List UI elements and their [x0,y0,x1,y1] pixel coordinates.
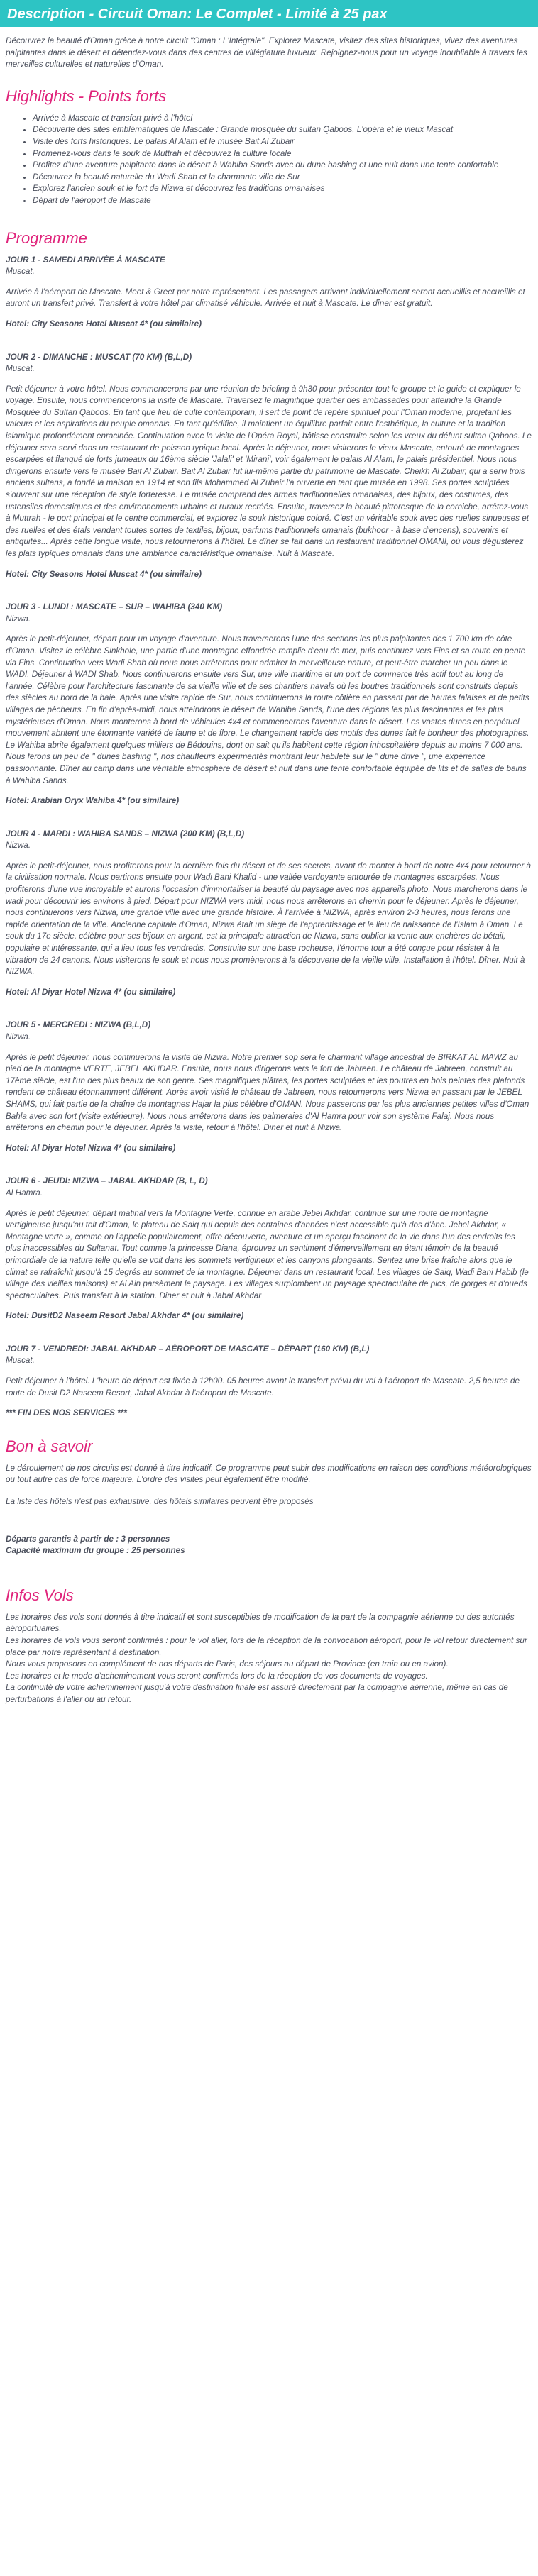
day-location: Muscat. [6,267,35,277]
highlight-item: • Découverte des sites emblématiques de Mascate : Grande mosquée du sultan Qaboos, L'opéra et le vieux Mascat [33,124,532,136]
highlight-item: • Explorez l'ancien souk et le fort de Nizwa et découvrez les traditions omanaises [33,183,532,195]
day-title: JOUR 7 - VENDREDI: JABAL AKHDAR – AÉROPORT DE MASCATE – DÉPART (160 KM) (B,L) [6,1344,370,1354]
programme-heading: Programme [6,228,87,247]
hotel-list-note: La liste des hôtels n'est pas exhaustive, des hôtels similaires peuvent être proposés [6,1497,314,1507]
infos-vols-line: Les horaires des vols sont donnés à titre indicatif et sont susceptibles de modification de la part de la compagnie aérienne ou des autorités aéroportuaires. [6,1612,515,1634]
infos-vols-line: La continuité de votre acheminement jusqu'à votre destination finale est assuré directement par la compagnie aérienne, même en cas de perturbations à l'aller ou au retour. [6,1683,508,1704]
day-title: JOUR 4 - MARDI : WAHIBA SANDS – NIZWA (200 KM) (B,L,D) [6,829,245,839]
infos-vols-line: Les horaires et le mode d'acheminement vous seront confirmés lors de la réception de vos documents de voyages. [6,1671,428,1681]
day-title: JOUR 3 - LUNDI : MASCATE – SUR – WAHIBA (340 KM) [6,602,223,612]
day-hotel: Hotel: City Seasons Hotel Muscat 4* (ou similaire) [6,319,202,328]
day-title: JOUR 1 - SAMEDI ARRIVÉE À MASCATE [6,255,165,265]
capacite-maximum: Capacité maximum du groupe : 25 personnes [6,1546,185,1556]
day-2 [6,352,532,581]
day-7 [6,1344,532,1399]
day-3 [6,602,532,807]
bon-a-savoir-heading: Bon à savoir [6,1437,93,1455]
highlight-item: • Arrivée à Mascate et transfert privé à l'hôtel [33,113,532,125]
day-title: JOUR 6 - JEUDI: NIZWA – JABAL AKHDAR (B, L, D) [6,1176,208,1186]
highlight-item: • Visite des forts historiques. Le palais Al Alam et le musée Bait Al Zubair [33,136,532,148]
day-title: JOUR 5 - MERCREDI : NIZWA (B,L,D) [6,1020,151,1030]
day-6 [6,1176,532,1322]
day-description: Arrivée à l'aéroport de Mascate. Meet & Greet par notre représentant. Les passagers arrivant individuellement seront accueillis et accueillis et auront un transfert privé. Transfert à votre hôtel par climatisé véhicule. Arrivée et nuit à Mascate. Le dîner est gratuit. [6,287,525,309]
bon-a-savoir-text: Le déroulement de nos circuits est donné à titre indicatif. Ce programme peut subir des modifications en raison des conditions météorologiques ou tout autre cas de force majeure. L'ordre des visites peut également être modifié. [6,1463,532,1485]
day-5 [6,1019,532,1154]
infos-vols-heading: Infos Vols [6,1586,74,1604]
highlight-item: • Profitez d'une aventure palpitante dans le désert à Wahiba Sands avec du dune bashing et une nuit dans une tente confortable [33,160,532,172]
highlight-item: • Promenez-vous dans le souk de Muttrah et découvrez la culture locale [33,148,532,160]
day-hotel: Hotel: Arabian Oryx Wahiba 4* (ou similaire) [6,796,180,806]
intro-text: Découvrez la beauté d'Oman grâce à notre circuit "Oman : L'Intégrale". Explorez Mascate, visitez des sites historiques, vivez des aventures palpitantes dans le désert et détendez-vous dans des centres de villégiature luxueux. Rejoignez-nous pour un voyage inoubliable à travers les merveilles culturelles et naturelles d'Oman. [6,36,527,70]
day-location: Al Hamra. [6,1188,43,1198]
highlights-heading: Highlights - Points forts [6,87,167,105]
day-description: Après le petit déjeuner, nous continuerons la visite de Nizwa. Notre premier sop sera le charmant village ancestral de BIRKAT AL MAWZ au pied de la montagne VERTE, JEBEL AKHDAR. Ensuite, nous nous dirigerons vers le fort de Jabreen. Le château de Jabreen, construit au 17ème siècle, est l'un des plus beaux de son genre. Ses magnifiques plâtres, les portes sculptées et les poutres en bois peintes des plafonds rendent ce château étonnamment différent. Après avoir visité le château de Jabreen, nous retournerons vers Nizwa en passant par le JEBEL SHAMS, qui fait partie de la chaîne de montagnes Hajar la plus célèbre d'OMAN. Nous passerons par les plus anciennes petites villes d'Oman Bahla avec son fort (visite extérieure). Nous nous arrêterons dans les palmeraies d'Al Hamra pour voir son système Falaj. Nous nous arrêterons en chemin pour le déjeuner. Après la visite, retour à l'hôtel. Diner et nuit à Nizwa. [6,1052,529,1133]
day-location: Nizwa. [6,841,31,851]
day-description: Après le petit-déjeuner, nous profiterons pour la dernière fois du désert et de ses secrets, avant de monter à bord de notre 4x4 pour retourner à la civilisation normale. Nous partirons ensuite pour Wadi Bani Khalid - une vallée verdoyante entourée de montagnes escarpées. Nous profiterons d'une vue incroyable et aurons l'occasion d'immortaliser la beauté du paysage avec nos appareils photo. Nous marcherons dans le wadi pour découvrir les environs à pied. Départ pour NIZWA vers midi, nous nous arrêterons en chemin pour le déjeuner. Après le déjeuner, nous continuerons vers Nizwa, une grande ville avec une grande histoire. À l'arrivée à NIZWA, après environ 2-3 heures, nous ferons une rapide orientation de la ville. Ancienne capitale d'Oman, Nizwa était un siège de l'apprentissage et le lieu de naissance de l'Islam à Oman. Le souk du 17e siècle, célèbre pour ses bijoux en argent, est la principale attraction de Nizwa, sans oublier la vente aux enchères de bétail, populaire et intéressante, qui a lieu tous les vendredis. Construite sur une base rocheuse, l'énorme tour a été conçue pour résister à la vibration de 24 canons. Nous visiterons le souk et nous nous promènerons à la découverte de la vieille ville. Installation à l'hôtel. Dîner. Nuit à NIZWA. [6,861,531,977]
page-title: Description - Circuit Oman: Le Complet - Limité à 25 pax [0,0,538,27]
infos-vols-line: Les horaires de vols vous seront confirmés : pour le vol aller, lors de la réception de la convocation aéroport, pour le vol retour directement sur place par notre représentant à destination. [6,1636,527,1657]
day-hotel: Hotel: Al Diyar Hotel Nizwa 4* (ou similaire) [6,1143,176,1153]
day-location: Muscat. [6,364,35,374]
highlight-item: • Découvrez la beauté naturelle du Wadi Shab et la charmante ville de Sur [33,172,532,184]
departs-garantis: Départs garantis à partir de : 3 personnes [6,1534,170,1544]
day-hotel: Hotel: City Seasons Hotel Muscat 4* (ou similaire) [6,569,202,579]
day-location: Nizwa. [6,614,31,624]
day-location: Nizwa. [6,1032,31,1041]
day-hotel: Hotel: Al Diyar Hotel Nizwa 4* (ou similaire) [6,987,176,997]
day-description: Après le petit déjeuner, départ matinal vers la Montagne Verte, connue en arabe Jebel Akhdar. continue sur une route de montagne vertigineuse jusqu'au toit d'Oman, le plateau de Saiq qui depuis des centaines d'années n'est accessible qu'à dos d'âne. Jebel Akhdar, « Montagne verte », comme on l'appelle populairement, offre découverte, aventure et un aperçu fascinant de la vie dans l'un des endroits les plus inaccessibles du Sultanat. Tout comme la princesse Diana, éprouvez un sentiment d'émerveillement en étant témoin de la beauté primordiale de la nature telle qu'elle se voit dans les sommets vertigineux et les canyons plongeants. Sentez une brise fraîche alors que le climat se rafraîchit jusqu'à 15 degrés au sommet de la montagne. Déjeuner dans un restaurant local. Les villages de Saiq, Wadi Bani Habib (le village des vieilles maisons) et Al Ain parsèment le paysage. Les villages surplombent un paysage spectaculaire de pics, de gorges et d'oueds spectaculaires. Puis transfert à la station. Diner et nuit à Jabal Akhdar [6,1208,529,1300]
day-description: Petit déjeuner à votre hôtel. Nous commencerons par une réunion de briefing à 9h30 pour présenter tout le groupe et le guide et expliquer le voyage. Ensuite, nous commencerons la visite de Mascate. Traversez le magnifique quartier des ambassades pour atteindre la Grande Mosquée du Sultan Qaboos. En tant que lieu de culte contemporain, il sert de point de repère spirituel pour l'Oman moderne, projetant les valeurs et les aspirations du peuple omanais. En tant qu'édifice, il maintient un équilibre parfait entre l'esthétique, la culture et la tradition islamique profondément enracinée. Continuation avec la visite de l'Opéra Royal, bâtisse construite selon les vœux du défunt sultan Qaboos. Le déjeuner sera servi dans un restaurant de poisson typique local. Après le déjeuner, nous visiterons le vieux Mascate, entouré de montagnes escarpées et flanqué de forts jumeaux du 16ème siècle 'Jalali' et 'Mirani', voir également le palais Al Alam, le palais présidentiel. Nous nous dirigerons ensuite vers le musée Bait Al Zubair. Bait Al Zubair fut lui-même partie du patrimoine de Mascate. Cheikh Al Zubair, qui a servi trois anciens sultans, a fondé la maison en 1914 et son fils Mohammed Al Zubair l'a ouverte en tant que musée en 1998. Ses portes sculptées s'ouvrent sur une réception de style forteresse. Le musée comprend des armes traditionnelles omanaises, des bijoux, des costumes, des ustensiles domestiques et des environnements urbains et ruraux recréés. Ensuite, traversez la beauté pittoresque de la corniche, arrêtez-vous à Muttrah - le port principal et le centre commercial, et explorez le souk historique coloré. C'est un véritable souk avec des ruelles sinueuses et des ruelles et des étals vendant toutes sortes de textiles, bijoux, parfums traditionnels omanais (bukhoor - à base d'encens), souvenirs et antiquités... Après cette longue visite, nous retournerons à l'hôtel. Le dîner se fait dans un restaurant traditionnel OMANI, où vous dégusterez les plats typiques omanais dans une ambiance caractéristique omanaise. Nuit à Mascate. [6,384,532,558]
infos-vols-line: Nous vous proposons en complément de nos départs de Paris, des séjours au départ de Province (en train ou en avion). [6,1659,449,1669]
day-4 [6,829,532,999]
day-hotel: Hotel: DusitD2 Naseem Resort Jabal Akhdar 4* (ou similaire) [6,1311,244,1321]
day-location: Muscat. [6,1356,35,1366]
day-title: JOUR 2 - DIMANCHE : MUSCAT (70 KM) (B,L,D) [6,352,192,362]
day-description: Après le petit-déjeuner, départ pour un voyage d'aventure. Nous traverserons l'une des sections les plus palpitantes des 1 700 km de côte d'Oman. Visitez le célèbre Sinkhole, une partie d'une montagne effondrée remplie d'eau de mer, puis continuez vers Fins et sa route en pente via Fins. Continuation vers Wadi Shab où nous nous arrêterons pour admirer la merveilleuse nature, et peut-être marcher un peu dans le WADI. Déjeuner à WADI Shab. Nous continuerons ensuite vers Sur, une ville maritime et un port de commerce très actif tout au long de l'année. Célèbre pour l'architecture fascinante de sa vieille ville et de ses chantiers navals où les boutres traditionnels sont construits depuis des siècles au bord de la baie. Après une visite rapide de Sur, nous continuerons la route côtière en passant par de hautes falaises et de petits villages de pêcheurs. En fin d'après-midi, nous atteindrons le désert de Wahiba Sands, l'une des régions les plus fascinantes et les plus mystérieuses d'Oman. Nous monterons à bord de véhicules 4x4 et commencerons l'aventure dans le désert. Les vastes dunes en perpétuel mouvement abritent une étonnante variété de faune et de flore. Le changement rapide des motifs des dunes fait le bonheur des photographes. Le Wahiba abrite également quelques milliers de Bédouins, dont on sait qu'ils habitent cette région inhospitalière depuis au moins 7 000 ans. Nous ferons un peu de " dunes bashing ", nos chauffeurs expérimentés montrant leur habileté sur le " dune drive ", une expérience passionnante. Dîner au camp dans une véritable atmosphère de désert et nuit dans une tente confortable équipée de lits et de salles de bains à Wahiba Sands. [6,634,529,785]
highlights-list [6,113,532,207]
highlight-item: • Départ de l'aéroport de Mascate [33,195,532,207]
end-of-services: *** FIN DES NOS SERVICES *** [6,1408,127,1418]
day-description: Petit déjeuner à l'hôtel. L'heure de départ est fixée à 12h00. 05 heures avant le transfert prévu du vol à l'aéroport de Mascate. 2,5 heures de route de Dusit D2 Naseem Resort, Jabal Akhdar à l'aéroport de Mascate. [6,1376,520,1398]
day-1 [6,255,532,331]
